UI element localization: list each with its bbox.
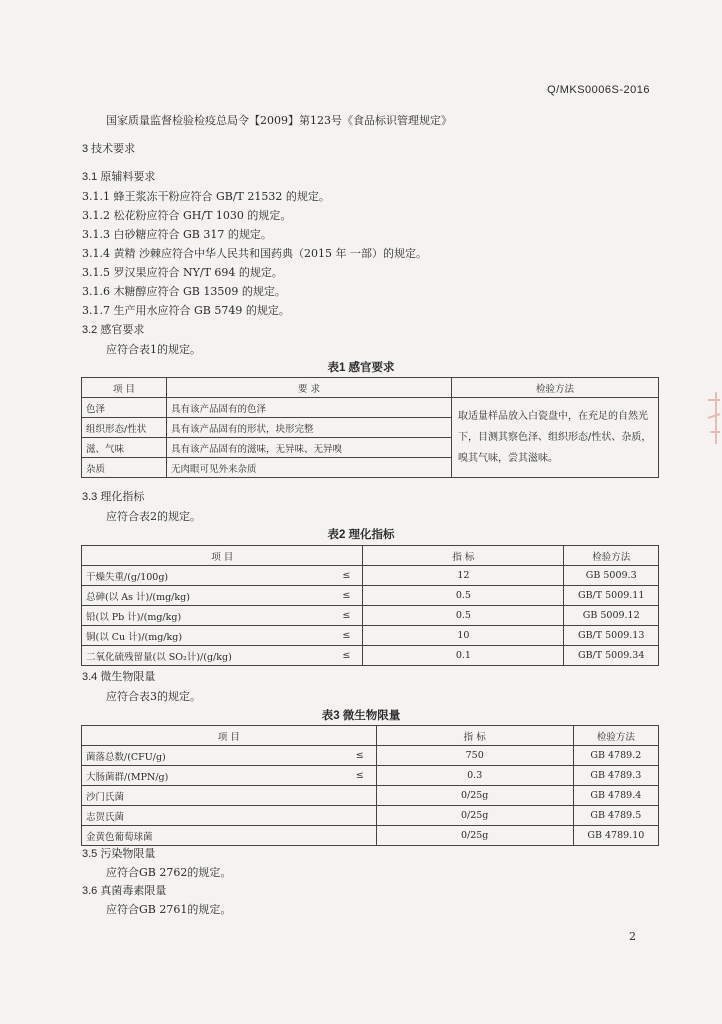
section-3-heading: 3 技术要求	[82, 143, 136, 155]
table-row	[82, 806, 659, 826]
table-row	[82, 566, 659, 586]
table-cell: 总砷(以 As 计)/(mg/kg)	[82, 586, 331, 606]
table-header-cell: 项 目	[82, 546, 363, 566]
section-3-5-text: 应符合GB 2762的规定。	[106, 866, 232, 879]
table-header-cell: 要 求	[167, 378, 452, 398]
table3-caption: 表3 微生物限量	[321, 710, 401, 722]
table-cell: GB 4789.5	[573, 806, 658, 826]
table-row	[82, 398, 659, 418]
table-cell: ≤	[330, 566, 363, 586]
section-3-1-heading: 3.1 原辅料要求	[82, 171, 156, 183]
table-cell: 0/25g	[376, 786, 573, 806]
clause-3-1-4: 3.1.4 黄精 沙棘应符合中华人民共和国药典（2015 年 一部）的规定。	[82, 247, 427, 260]
table-cell: 0/25g	[376, 806, 573, 826]
table-cell	[344, 806, 377, 826]
table1-sensory	[81, 377, 659, 478]
table-cell: 0/25g	[376, 826, 573, 846]
section-3-2-heading: 3.2 感官要求	[82, 324, 145, 336]
clause-3-1-5: 3.1.5 罗汉果应符合 NY/T 694 的规定。	[82, 266, 283, 279]
table-header-cell: 指 标	[376, 726, 573, 746]
table-cell: GB 4789.10	[573, 826, 658, 846]
table-cell: 具有该产品固有的色泽	[167, 398, 452, 418]
table-cell: ≤	[344, 746, 377, 766]
section-3-4-text: 应符合表3的规定。	[106, 690, 201, 703]
table-row	[82, 746, 659, 766]
table2-caption: 表2 理化指标	[327, 529, 395, 541]
clause-3-1-2: 3.1.2 松花粉应符合 GH/T 1030 的规定。	[82, 209, 292, 222]
table-cell: 0.3	[376, 766, 573, 786]
document-code: Q/MKS0006S-2016	[547, 84, 650, 96]
table-cell: 具有该产品固有的形状，块形完整	[167, 418, 452, 438]
table2-physicochemical	[81, 545, 659, 666]
table-cell: 铅(以 Pb 计)/(mg/kg)	[82, 606, 331, 626]
table-cell: 二氧化硫残留量(以 SO₂计)/(g/kg)	[82, 646, 331, 666]
table-cell: ≤	[344, 766, 377, 786]
table-cell: 滋、气味	[82, 438, 167, 458]
table-cell: 志贺氏菌	[82, 806, 344, 826]
table-cell: 12	[363, 566, 564, 586]
table-cell: ≤	[330, 586, 363, 606]
section-3-3-heading: 3.3 理化指标	[82, 491, 145, 503]
table-header-row	[82, 378, 659, 398]
table-cell: GB 5009.3	[564, 566, 659, 586]
table-cell: 10	[363, 626, 564, 646]
table-cell: 0.1	[363, 646, 564, 666]
clause-3-1-1: 3.1.1 蜂王浆冻干粉应符合 GB/T 21532 的规定。	[82, 190, 330, 203]
table-cell	[344, 826, 377, 846]
table-cell: 干燥失重/(g/100g)	[82, 566, 331, 586]
clause-3-1-7: 3.1.7 生产用水应符合 GB 5749 的规定。	[82, 304, 290, 317]
table-row	[82, 606, 659, 626]
table-cell: GB 5009.12	[564, 606, 659, 626]
page-number: 2	[629, 930, 636, 943]
section-3-3-text: 应符合表2的规定。	[106, 510, 201, 523]
table-cell: 具有该产品固有的滋味，无异味、无异嗅	[167, 438, 452, 458]
section-3-5-heading: 3.5 污染物限量	[82, 848, 156, 860]
section-3-6-heading: 3.6 真菌毒素限量	[82, 885, 167, 897]
table-cell: 菌落总数/(CFU/g)	[82, 746, 344, 766]
table-header-cell: 检验方法	[452, 378, 659, 398]
table-header-row	[82, 546, 659, 566]
table-cell: GB 4789.4	[573, 786, 658, 806]
table-row	[82, 826, 659, 846]
section-3-2-text: 应符合表1的规定。	[106, 343, 201, 356]
table-cell: ≤	[330, 626, 363, 646]
table-cell: GB 4789.3	[573, 766, 658, 786]
seal-stamp-icon	[702, 388, 722, 448]
table-cell: 0.5	[363, 586, 564, 606]
table-cell: GB 4789.2	[573, 746, 658, 766]
table-cell: 750	[376, 746, 573, 766]
table-header-cell: 项 目	[82, 378, 167, 398]
table-cell: ≤	[330, 646, 363, 666]
clause-3-1-3: 3.1.3 白砂糖应符合 GB 317 的规定。	[82, 228, 272, 241]
table-cell: 金黄色葡萄球菌	[82, 826, 344, 846]
table-cell: 色泽	[82, 398, 167, 418]
table-header-cell: 检验方法	[573, 726, 658, 746]
seal-stamp-fragment	[702, 388, 722, 448]
table-row	[82, 786, 659, 806]
table1-caption: 表1 感官要求	[327, 362, 395, 374]
table-header-row	[82, 726, 659, 746]
table-cell: 铜(以 Cu 计)/(mg/kg)	[82, 626, 331, 646]
table-row	[82, 646, 659, 666]
table-row	[82, 586, 659, 606]
table3-microbial	[81, 725, 659, 846]
table-row	[82, 626, 659, 646]
table-cell: ≤	[330, 606, 363, 626]
table1-method-cell: 取适量样品放入白瓷盘中，在充足的自然光下，目测其察色泽、组织形态/性状、杂质，嗅其气味，尝其滋味。	[452, 398, 659, 478]
table-cell: 无肉眼可见外来杂质	[167, 458, 452, 478]
table-cell: GB/T 5009.11	[564, 586, 659, 606]
intro-line: 国家质量监督检验检疫总局令【2009】第123号《食品标识管理规定》	[106, 114, 452, 127]
section-3-4-heading: 3.4 微生物限量	[82, 671, 156, 683]
table-cell: 杂质	[82, 458, 167, 478]
clause-3-1-6: 3.1.6 木糖醇应符合 GB 13509 的规定。	[82, 285, 286, 298]
table-cell	[344, 786, 377, 806]
table-cell: GB/T 5009.34	[564, 646, 659, 666]
section-3-6-text: 应符合GB 2761的规定。	[106, 903, 232, 916]
table-cell: 沙门氏菌	[82, 786, 344, 806]
table-header-cell: 项 目	[82, 726, 377, 746]
table-header-cell: 指 标	[363, 546, 564, 566]
table-cell: 大肠菌群/(MPN/g)	[82, 766, 344, 786]
table-cell: 组织形态/性状	[82, 418, 167, 438]
table-header-cell: 检验方法	[564, 546, 659, 566]
table-cell: 0.5	[363, 606, 564, 626]
table-row	[82, 766, 659, 786]
table-cell: GB/T 5009.13	[564, 626, 659, 646]
